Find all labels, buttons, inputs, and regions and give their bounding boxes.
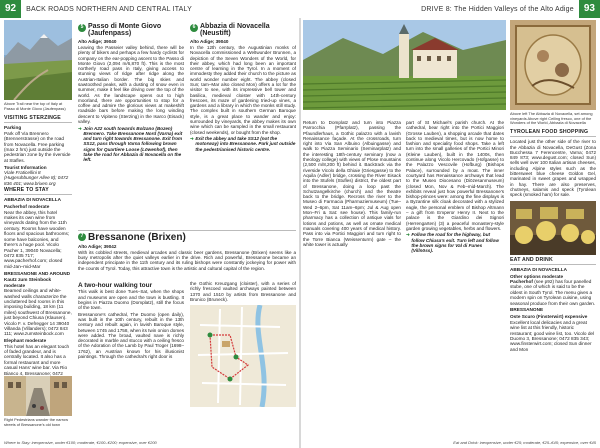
walk-column-1 xyxy=(78,281,184,421)
tourist-info: Tourist Information Viale Fraticellini 8 (Hugeruhbunger Allee 8); 0472 836 401; www.brixen.org xyxy=(4,164,69,186)
entry-6-column xyxy=(190,21,296,224)
right-sidebar xyxy=(510,128,596,418)
left-page-number: 92 xyxy=(0,0,21,18)
eat-oste-scuro: Oste Scuro (Finsterwirt) expensive Excellent local delicacies and a great wine list at this friendly, historic restaurant; good wine list, too. Vicolo del Duomo 3, Bressanone; 0472 835 343; www.finsterwirt.com; closed Sun dinner and Mon xyxy=(510,314,595,352)
stop-number-7: 7 xyxy=(78,233,86,241)
left-running-title: BACK ROADS NORTHERN AND CENTRAL ITALY xyxy=(26,5,192,13)
stop-number-6: 6 xyxy=(190,24,198,32)
bressanone-street-photo xyxy=(4,376,72,416)
stay-abbazia-heading: ABBAZIA DI NOVACELLA xyxy=(4,197,62,203)
arrow-right-icon: ➜ xyxy=(78,125,82,131)
visiting-title: VISITING STERZINGE xyxy=(4,116,72,123)
entry-6-body: In the 12th century, the Augustinian monks of Novacella commissioned a Weltwunder Brunnen, a depiction of the Seven Wonders of the World, for their abbey, which had long been an important centre of learning in the Tyrol. In a moment of immodesty they added their church to the picture as world wonder number eight. The abbey (closed Sun; tam–Mar also closed Mon) offers a lot for the visitor to see, with its impressive bell tower and basilica, medieval cloister with 14th-century frescoes, its maze of gardening tried-up vines, a gardens and a library in which the monks still study. The complex built in southern German Baroque style, is a great place to wander and enjoy: surrounded by vineyards, the abbey makes its own wine which can be sampled in the small restaurant (closed weekends), or bought from the shop. xyxy=(190,44,296,135)
parking-info: Parking Park off Via Brennero (Brennerstrasse) on the road from Novacella. Free parking (max 2 hrs) just outside the pedestrian zone by the riverside at Stafles. xyxy=(4,125,71,163)
entry-7-heading: 7 Bressanone (Brixen) xyxy=(78,233,296,243)
left-footer: Where to Stay: inexpensive, under €100; moderate, €100–€200; expensive, over €200 xyxy=(4,440,157,445)
entry-6-address: Alto Adige; 39040 xyxy=(190,38,229,44)
entry-7-address: Alto Adige; 39042 xyxy=(78,243,117,249)
eat-drink-title: EAT AND DRINK xyxy=(510,258,596,265)
abbey-vineyard-photo xyxy=(303,20,506,110)
right-page-number: 93 xyxy=(579,0,600,18)
walk-para-5: part of St Michael's parish church. At the cathedral, bear right into the Portici Maggiori (Grosse Lauben), a shopping arcade that dates back to medieval times, but is now home to fashion and speciality food shops. Take a left turn into the small galleries of the Portici Minori (Kleine Lauben), built in the 1400s, then continue along Vicolo Hercovado (Hofgasse) to the Palazzo Vescovile (Hofburg) (Bishops Palace), surrounded by a moat. The inner courtyard has Renaissance archways that lead to the Museo Diocesano (Diözesanmuseum) (closed Mon, Nov & Feb–mid-March). The exhibits reveal just how powerful Bressanone's bishop-princes were: among the fine displays is a Byzantine silk cloak decorated with a stylized eagle, the personal emblem of Bishop Altmann – a gift from Emperor Henry II. Next to the palace is the Giardino dei Signori (Herrengarten) (3) a peaceful monastery-style garden growing vegetables, herbs and flowers. xyxy=(406,120,504,231)
entry-5-body: Leaving the Passeier valley behind, there will be plenty of bikers and perhaps a few hardy cyclists for company on the ear-popping ascent to the Passo di Monte Giovo (2,094 m/6,870 ft). This is the most northerly road pass in Italy, giving access to stunning views of ridge after ridge along the Austrian-Italian border. The big skies and sawtoothed peaks, with a dusting of snow even in summer, make it feel like driving over the top of the world. As the landscape opens out to high moorland, there are opportunities to stop for a coffee and admire the glorious views at makeshift roadside bars before making the long winding descent to Vipiteno (Sterzing) in the Isarco (Eisack) valley. xyxy=(78,44,184,125)
entry-6-directions: ➜ Exit the abbey and take SS12 (not the motorway) into Bressanone. Park just outside the pedestrianised historic centre. xyxy=(190,136,296,152)
entry-6-heading: 6 Abbazia di Novacella (Neustift) xyxy=(190,23,296,38)
spine-divider xyxy=(299,18,301,448)
walk-column-3 xyxy=(303,120,401,422)
walking-map xyxy=(190,305,296,407)
entry-5-directions: ➜ Join A22 south towards Bolzano (Bozen) Brennero. Take Bressanone Nord (Varna) exit and turn right towards Bressanone. Exit from SS12, pass through Varna following brown signs for Quartiere Loose (Löwenhof), then take the road for Abbazia di Novacella on the left. xyxy=(78,125,183,163)
entry-5-column xyxy=(78,21,184,224)
entry-7-intro xyxy=(78,228,296,278)
right-page-header xyxy=(416,0,600,18)
mountain-pass-photo xyxy=(4,20,72,100)
stop-number-5: 5 xyxy=(78,24,86,32)
arrow-right-icon: ➜ xyxy=(406,232,410,238)
walk-para-4: Return to Domplatz and turn into Piazza Parrocchia (Pfarrplatz), passing the Pfaundlerhaus, a Gothic palazzo with a lavish Renaissance façade. At the crossroads, turn right into Via San Albuino (Albuingasse) and walk to Piazza Seminario (Seminarplatz) and the interesting 18th-century seminary (now a theology college) with views of Plose mountains (2,500 m/8,200 ft) behind it. Backtrack via the riverside Vicolo della Ghiaie (Griesgasse) to the Aquila (Adler) bridge, crossing the River Eisack into the Stufels (Stufles) district, the oldest part of Bressanone, doing a loop past the Schutzangelkirche (church) and the theatre back to the bridge. Recross the river to the Museo di Farmacia (Pharmaziemuseum) (Tue–Wed 2–6pm, Sat 11am–6pm; Jul & Aug open Mon–Fri & Sat: see house). This family-run pharmacy has a collection of antique vials for lotions and potions, as well as ornate medical manuals covering 400 years of medical history. Pass into via Portici Maggiori and turn right to the Torre Bianca (Weissenturm) gate – the white tower is actually xyxy=(303,120,401,247)
right-footer: Eat and Drink: inexpensive, under €25; moderate, €25–€45; expensive, over €45 xyxy=(453,440,596,445)
walk-para-3: the Gothic Kreuzgang (cloister), with a series of richly frescoed vaulted archways painted between 1370 and 1510 by artists from Bressanone and Brunico (Bruneck). xyxy=(190,281,296,302)
eat-pacherhof: Other options moderate Pacherhof (see p92) has four panelled stube, one of which is said to be the oldest in South Tyrol. The menu gives a modern spin on Tyrolean cuisine, using seasonal produce from their own garden. xyxy=(510,273,596,306)
left-top-caption: Above Trail near the top of Italy at Passo di Monte Giovo (Jaufenpass) xyxy=(4,101,66,111)
entry-5-heading: 5 Passo di Monte Giovo (Jaufenpass) xyxy=(78,23,184,38)
cheese-shop-photo xyxy=(510,201,596,255)
right-running-title: DRIVE 8: The Hidden Valleys of the Alto Adige xyxy=(421,5,574,13)
food-shopping-title: TYROLEAN FOOD SHOPPING xyxy=(510,130,596,137)
entry-7-rule xyxy=(78,230,296,231)
food-shopping-text: Located just the other side of the river to the Abbazia di Novacella, DeGust (Zona Bucchessa 7 Ferencentre, Varna; 0472 849 873; www.degust.com; closed Sun) sells well over 100 Italian artisan cheeses, including Alpine styles such as the bittersweet blue cheese Goldon Gel, marinated in sweet grapes and wrapped in hay. There are also preserves, chutneys, salamis and speck (Tyrolean speck (smoked ham) for sale. xyxy=(510,139,596,198)
stay-kautz: Kautz zum Steinbock moderate Beamed ceilings and white-washed walls characterize the uncluttered bed rooms in this imposing building, 18 km (11 miles) southwest of Bressanone, just beyond Chiusa (Klausen). Vicolo F. v. Defregger 14 39040 Villanda (Villanders); 0472 843 111; www.zumsteinbock.com xyxy=(4,277,72,337)
ceiling-fresco-photo xyxy=(510,20,596,110)
right-top-caption: Above left The Abbazia di Novacella, set among vineyards Above right Ceiling fresco, one of the Wonders of the World, Abbazia di Novacella xyxy=(510,111,593,126)
stay-pacherhof: Pacherhof moderate Near the abbey, this hotel makes its own wine from vineyards dating from the 11th century. Rooms have wooden floors and spacious bathrooms; some have balconies, and there's a huge pool. Vicolo Pacher 1, 39040 Novacella; 0472 835 717; www.pacherhof.com; closed mid-Jan–mid-Mar xyxy=(4,204,70,269)
arrow-right-icon: ➜ xyxy=(190,136,194,142)
stay-bressanone-heading: BRESSANONE AND AROUND xyxy=(4,270,71,276)
eat-abbazia-heading: ABBAZIA DI NOVACELLA xyxy=(510,266,568,272)
left-bottom-caption: Right Pedestrians wander the narrow streets of Bressanone's old town xyxy=(4,417,69,427)
walk-column-4 xyxy=(406,120,504,422)
entry-5-address: Alto Adige; 39040 xyxy=(78,38,117,44)
walk-para-2: Bressanone's cathedral, The Duomo (open daily), was built in the 10th century, rebuilt in the 13th century and rebuilt again, in lavish Baroque style, between 1745 and 1758, when its twin onion domes were added. The broad, vaulted nave is richly decorated in marble and stucco with a ceiling fresco of the Adoration of the Lamb by Paul Troger (1698–1762), an Austrian known for his illusionist paintings. Through the cathedral's right door is xyxy=(78,311,184,360)
entry-7-directions: ➜ Follow the road for the highway, but follow Chiusa's exit. Turn left and follow the brown signs for Val di Funes (Villnöss). xyxy=(406,232,499,254)
walk-para-1: This walk is best done Tues–Sat, when the shops and museums are open and the town is bustling. It begins in Piazza Duomo (Domplatz), still the focus of the town. xyxy=(78,289,184,311)
walk-column-2 xyxy=(190,281,296,421)
eat-bressanone-heading: BRESSANONE xyxy=(510,307,544,313)
walking-tour-title: A two-hour walking tour xyxy=(78,282,153,289)
left-page-header xyxy=(0,0,197,18)
where-to-stay-title: WHERE TO STAY xyxy=(4,188,72,195)
entry-7-body: With its cobbled streets, medieval arcades and classic beer gardens, Bressanone (Brixen) seems like a busy metropolis after the quiet valleys earlier in the drive. Rich and powerful, Bressanone became an independent principate in the 11th century and its ruling bishops were constantly jockeying for power with the counts of Tyrol. Today, this attractive town is the artistic and cultural capital of the region. xyxy=(78,249,296,271)
stay-elephant: Elephant moderate This hotel has an elegant touch of faded grandeur, and is centrally located. It also has a formal restaurant and more casual Hans' wine bar. Via Rio Bianco 4, Bressanone; 0472 xyxy=(4,338,70,376)
left-sidebar xyxy=(4,114,72,408)
